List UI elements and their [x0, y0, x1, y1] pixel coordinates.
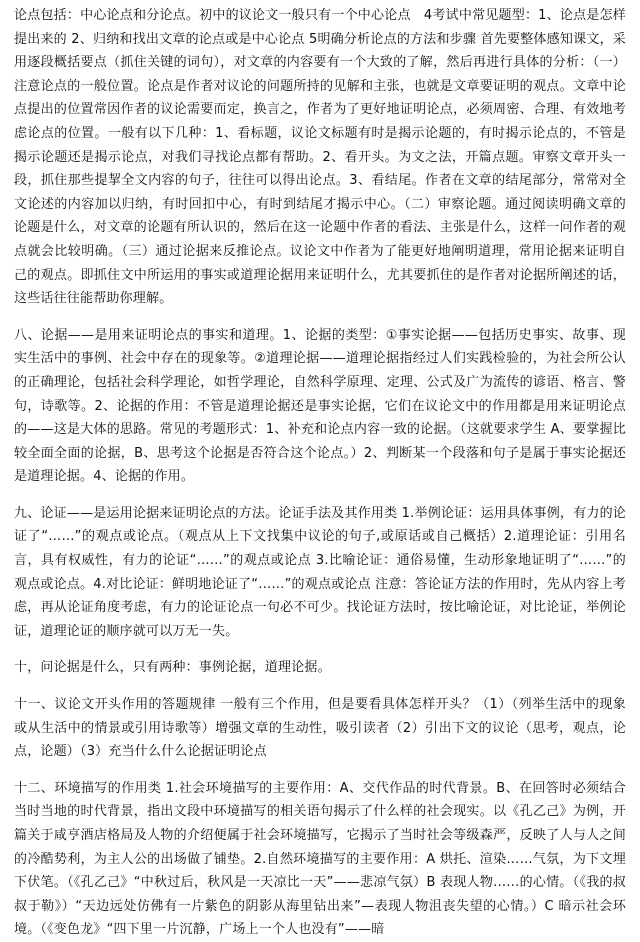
paragraph-evidence: 八、论据——是用来证明论点的事实和道理。1、论据的类型：①事实论据——包括历史事实、故事、现实生活中的事例、社会中存在的现象等。②道理论据——道理论据指经过人们实践检验的，为社会所公认的正确理论，包括社会科学理论，如哲学理论，自然科学原理、定理、公式及广为流传的谚语、格言、警句，诗歌等。2、论据的作用：不管是道理论据还是事实论据，它们在议论文中的作用都是用来证明论点的——这是大体的思路。常见的考题形式：1、补充和论点内容一致的论据。（这就要求学生 A、要掌握比较全面全面的论据，B、思考这个论据是否符合这个论点。）2、判断某一个段落和句子是属于事实论据还是道理论据。4、论据的作用。: [14, 327, 626, 485]
paragraph-argument-thesis: 论点包括：中心论点和分论点。初中的议论文一般只有一个中心论点 4考试中常见题型：1、论点是怎样提出来的 2、归纳和找出文章的论点或是中心论点 5明确分析论点的方法和步骤 首先要整体感知课文，采用逐段概括要点（抓住关键的词句），对文章的内容要有一个大致的了解，然后再进行具体的分析：（一）注意论点的一般位置。论点是作者对议论的问题所持的见解和主张，也就是文章要证明的观点。文章中论点提出的位置常因作者的议论需要而定，换言之，作者为了更好地证明论点，必须周密、合理、有效地考虑论点的位置。一般有以下几种：1、看标题，议论文标题有时是揭示论题的，有时揭示论点的，不管是揭示论题还是揭示论点，对我们寻找论点都有帮助。2、看开头。为文之法，开篇点题。审察文章开头一段，抓住那些提挈全文内容的句子，往往可以得出论点。3、看结尾。作者在文章的结尾部分，常常对全文论述的内容加以归纳，有时回扣中心，有时到结尾才揭示中心。（二）审察论题。通过阅读明确文章的论题是什么，对文章的论题有所认识的，然后在这一论题中作者的看法、主张是什么，这样一问作者的观点就会比较明确。（三）通过论据来反推论点。议论文中作者为了能更好地阐明道理，常用论据来证明自己的观点。即抓住文中所运用的事实或道理论据用来证明什么，尤其要抓住的是作者对论据所阐述的话，这些话往往能帮助你理解。: [14, 8, 626, 307]
paragraph-argumentation: 九、论证——是运用论据来证明论点的方法。论证手法及其作用类 1.举例论证：运用具体事例，有力的论证了“……”的观点或论点。（观点从上下文找集中议论的句子,或原话或自己概括）2.道理论证：引用名言，具有权威性，有力的论证“……”的观点或论点 3.比喻论证：通俗易懂，生动形象地证明了“……”的观点或论点。4.对比论证：鲜明地论证了“……”的观点或论点 注意：答论证方法的作用时，先从内容上考虑，再从论证角度考虑，有力的论证论点一句必不可少。找论证方法时，按比喻论证，对比论证，举例论证，道理论证的顺序就可以万无一失。: [14, 505, 626, 639]
paragraph-opening-function: 十一、议论文开头作用的答题规律 一般有三个作用，但是要看具体怎样开头？（1）（列举生活中的现象或从生活中的情景或引用诗歌等）增强文章的生动性，吸引读者（2）引出下文的议论（思考，观点，论点，论题）（3）充当什么什么论据证明论点: [14, 697, 626, 760]
paragraph-environment-description: 十二、环境描写的作用类 1.社会环境描写的主要作用：A、交代作品的时代背景。B、在回答时必须结合当时当地的时代背景，指出文段中环境描写的相关语句揭示了什么样的社会现实。以《孔乙己》为例，开篇关于咸亨酒店格局及人物的介绍便属于社会环境描写，它揭示了当时社会等级森严，反映了人与人之间的冷酷势利，为主人公的出场做了铺垫。2.自然环境描写的主要作用：A 烘托、渲染……气氛，为下文埋下伏笔。（《孔乙己》“中秋过后，秋风是一天凉比一天”——悲凉气氛）B 表现人物……的心情。（《我的叔叔于勒》）“天边远处仿佛有一片紫色的阴影从海里钻出来”—表现人物沮丧失望的心情。）C 暗示社会环境。（《变色龙》“四下里一片沉静，广场上一个人也没有”——暗: [14, 780, 626, 938]
paragraph-evidence-types: 十，问论据是什么，只有两种：事例论据，道理论据。: [14, 660, 331, 676]
